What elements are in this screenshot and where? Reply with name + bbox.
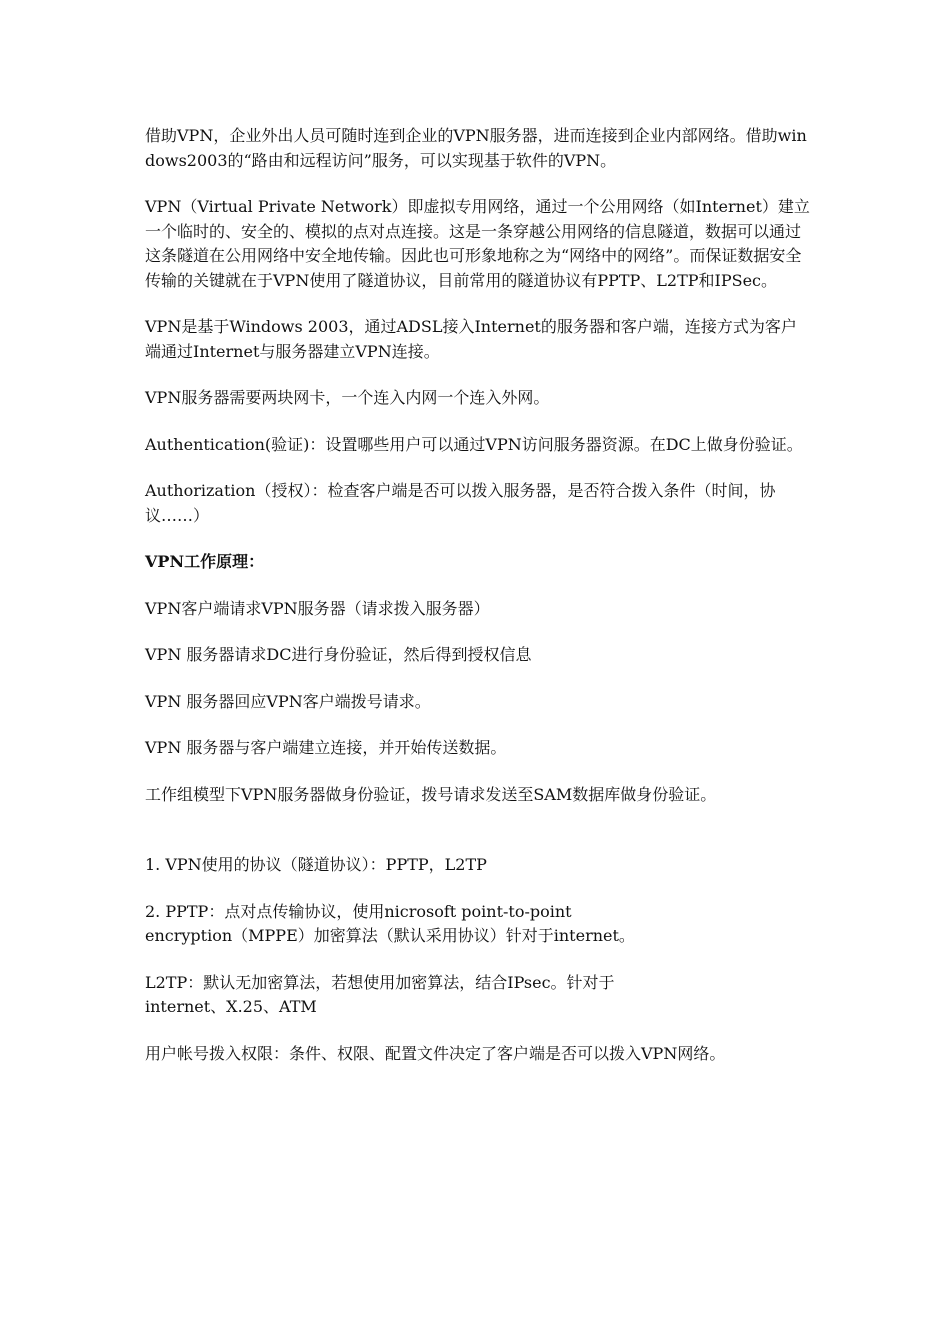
- note-dialin-permission: 用户帐号拨入权限：条件、权限、配置文件决定了客户端是否可以拨入VPN网络。: [145, 1043, 726, 1063]
- section-heading-vpn-principle: VPN工作原理：: [145, 552, 265, 571]
- document-body: [145, 124, 810, 1088]
- step-connect-transfer: VPN 服务器与客户端建立连接，并开始传送数据。: [145, 738, 507, 757]
- step-workgroup-auth: 工作组模型下VPN服务器做身份验证，拨号请求发送至SAM数据库做身份验证。: [145, 784, 717, 804]
- paragraph-authentication: Authentication(验证)：设置哪些用户可以通过VPN访问服务器资源。在DC上做身份验证。: [145, 434, 803, 454]
- step-dc-auth: VPN 服务器请求DC进行身份验证，然后得到授权信息: [145, 645, 532, 664]
- paragraph-vpn-nics: VPN服务器需要两块网卡，一个连入内网一个连入外网。: [145, 388, 550, 407]
- note-protocols: 1. VPN使用的协议（隧道协议）：PPTP，L2TP: [145, 855, 487, 874]
- paragraph-vpn-definition: VPN（Virtual Private Network）即虚拟专用网络，通过一个公用网络（如Internet）建立一个临时的、安全的、模拟的点对点连接。这是一条穿越公用网络的信息隧道，数据可以通过这条隧道在公用网络中安全地传输。因此也可形象地称之为“网络中的网络”。而保证数据安全传输的关键就在于VPN使用了隧道协议，目前常用的隧道协议有PPTP、L2TP和IPSec。: [145, 197, 810, 290]
- paragraph-vpn-setup: VPN是基于Windows 2003，通过ADSL接入Internet的服务器和客户端，连接方式为客户端通过Internet与服务器建立VPN连接。: [145, 317, 797, 361]
- note-l2tp: L2TP：默认无加密算法，若想使用加密算法，结合IPsec。针对于 internet、X.25、ATM: [145, 972, 615, 1016]
- step-client-request: VPN客户端请求VPN服务器（请求拨入服务器）: [145, 598, 490, 618]
- paragraph-authorization: Authorization（授权）：检查客户端是否可以拨入服务器，是否符合拨入条件（时间，协议……）: [145, 481, 776, 525]
- step-server-reply: VPN 服务器回应VPN客户端拨号请求。: [145, 691, 431, 711]
- note-pptp: 2. PPTP：点对点传输协议，使用nicrosoft point-to-point encryption（MPPE）加密算法（默认采用协议）针对于internet。: [145, 901, 635, 945]
- paragraph-vpn-intro: 借助VPN，企业外出人员可随时连到企业的VPN服务器，进而连接到企业内部网络。借助windows2003的“路由和远程访问”服务，可以实现基于软件的VPN。: [145, 126, 807, 170]
